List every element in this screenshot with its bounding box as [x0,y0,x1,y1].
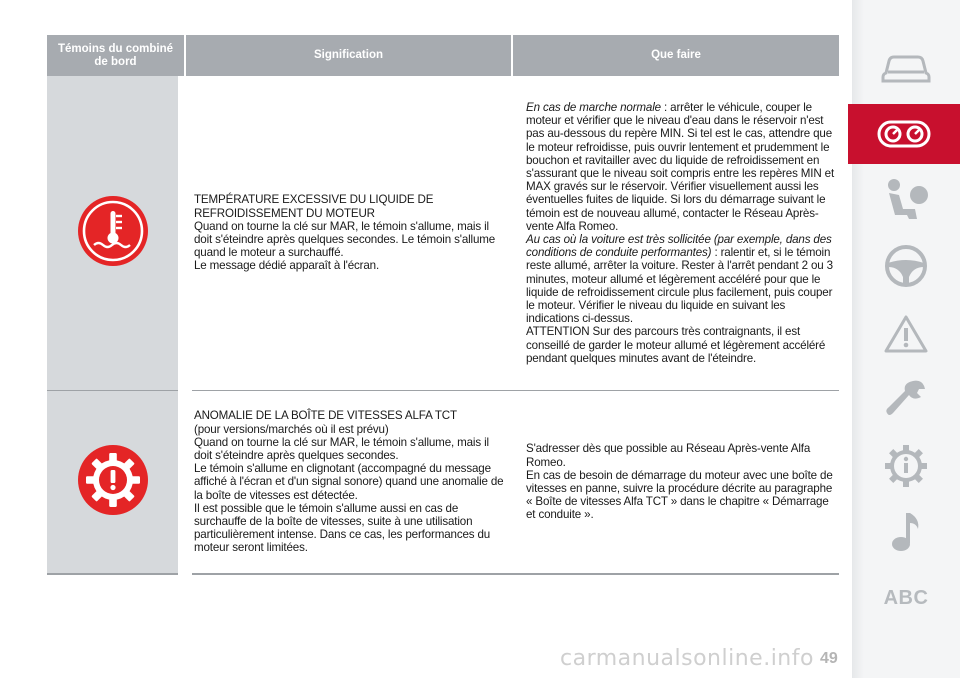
sidebar-item-technical[interactable] [852,436,960,496]
music-note-icon [886,509,926,555]
sidebar-item-car[interactable] [852,38,960,98]
header-what-to-do: Que faire [512,35,839,76]
action-cell [512,391,839,575]
action-cell [512,76,839,391]
sidebar-item-driving[interactable] [852,236,960,296]
chapter-sidebar [852,0,960,678]
coolant-temperature-warning-icon [78,196,148,266]
warning-meaning: (pour versions/marchés où il est prévu) Quand on tourne la clé sur MAR, le témoin s'allume, mais il doit s'éteindre après quelques secondes. Le témoin s'allume en clignotant (accompagné du message affiché à l'écran et d'un signal sonore) quand une anomalie de la boîte de vitesses est détectée. Il est possible que le témoin s'allume aussi en cas de surchauffe de la boîte de vitesses, suite à une utilisation particulièrement intense. Dans ce cas, les performances du moteur seront limitées. [194,422,504,555]
sidebar-item-warnings[interactable] [852,304,960,364]
meaning-cell [185,391,512,575]
dashboard-gauges-icon [877,119,931,149]
table-row [47,76,839,391]
meaning-cell [185,76,512,391]
sidebar-item-index[interactable] [852,568,960,628]
warning-triangle-icon [883,313,929,355]
steering-wheel-icon [883,243,929,289]
gearbox-fault-warning-icon [78,445,148,515]
warning-lights-table [47,35,839,575]
header-meaning: Signification [185,35,512,76]
action-text-intense: : ralentir et, si le témoin reste allumé, arrêter la voiture. Rester à l'arrêt pendant 2 ou 3 minutes, moteur allumé et légèrement accéléré pour que le liquide de refroidissement circule plus facilement, puis couper le moteur. Vérifier le niveau du liquide en suivant les indications ci-dessus. ATTENTION Sur des parcours très contraignants, il est conseillé de garder le moteur allumé et légèrement accéléré pendant quelques minutes avant de l'éteindre. [526,246,833,365]
warning-title: TEMPÉRATURE EXCESSIVE DU LIQUIDE DE REFROIDISSEMENT DU MOTEUR [194,193,434,220]
warning-meaning: Quand on tourne la clé sur MAR, le témoin s'allume, mais il doit s'éteindre après quelques secondes. Le témoin s'allume quand le moteur a surchauffé. Le message dédié apparaît à l'écran. [194,219,496,273]
page-number: 49 [820,650,838,667]
icon-cell [47,391,185,575]
index-label: ABC [883,586,929,609]
action-text-normal: : arrêter le véhicule, couper le moteur et vérifier que le niveau d'eau dans le réservoir n'est pas au-dessous du repère MIN. Si tel est le cas, attendre que le moteur refroidisse, puis ouvrir lentement et prudemment le bouchon et ravitailler avec du liquide de refroidissement en s'assurant que le niveau soit compris entre les repères MIN et MAX gravés sur le réservoir. Vérifier visuellement aussi les éventuelles fuites de liquide. Si lors du démarrage suivant le témoin est de nouveau allumé, contacter le Réseau Après-vente Alfa Romeo. [526,100,835,233]
warning-action: S'adresser dès que possible au Réseau Après-vente Alfa Romeo. En cas de besoin de démarrage du moteur avec une boîte de vitesses en panne, suivre la procédure décrite au paragraphe « Boîte de vitesses Alfa TCT » dans le chapitre « Démarrage et conduite ». [526,442,833,522]
car-icon [880,51,932,85]
table-header-row [47,35,839,76]
wrench-icon [883,377,929,423]
sidebar-item-safety[interactable] [852,170,960,230]
action-lead-intense: Au cas où la voiture est très sollicitée (par exemple, dans des conditions de conduite performantes) [526,233,832,260]
table-row [47,391,839,575]
sidebar-item-dashboard[interactable] [848,104,960,164]
sidebar-item-maintenance[interactable] [852,370,960,430]
watermark: carmanualsonline.info [560,646,814,671]
header-warning-lights: Témoins du combiné de bord [47,35,185,76]
action-lead-normal: En cas de marche normale [526,100,661,114]
warning-title: ANOMALIE DE LA BOÎTE DE VITESSES ALFA TCT [194,409,457,423]
icon-cell [47,76,185,391]
sidebar-item-multimedia[interactable] [852,502,960,562]
airbag-seat-icon [881,175,931,225]
settings-info-icon [883,443,929,489]
